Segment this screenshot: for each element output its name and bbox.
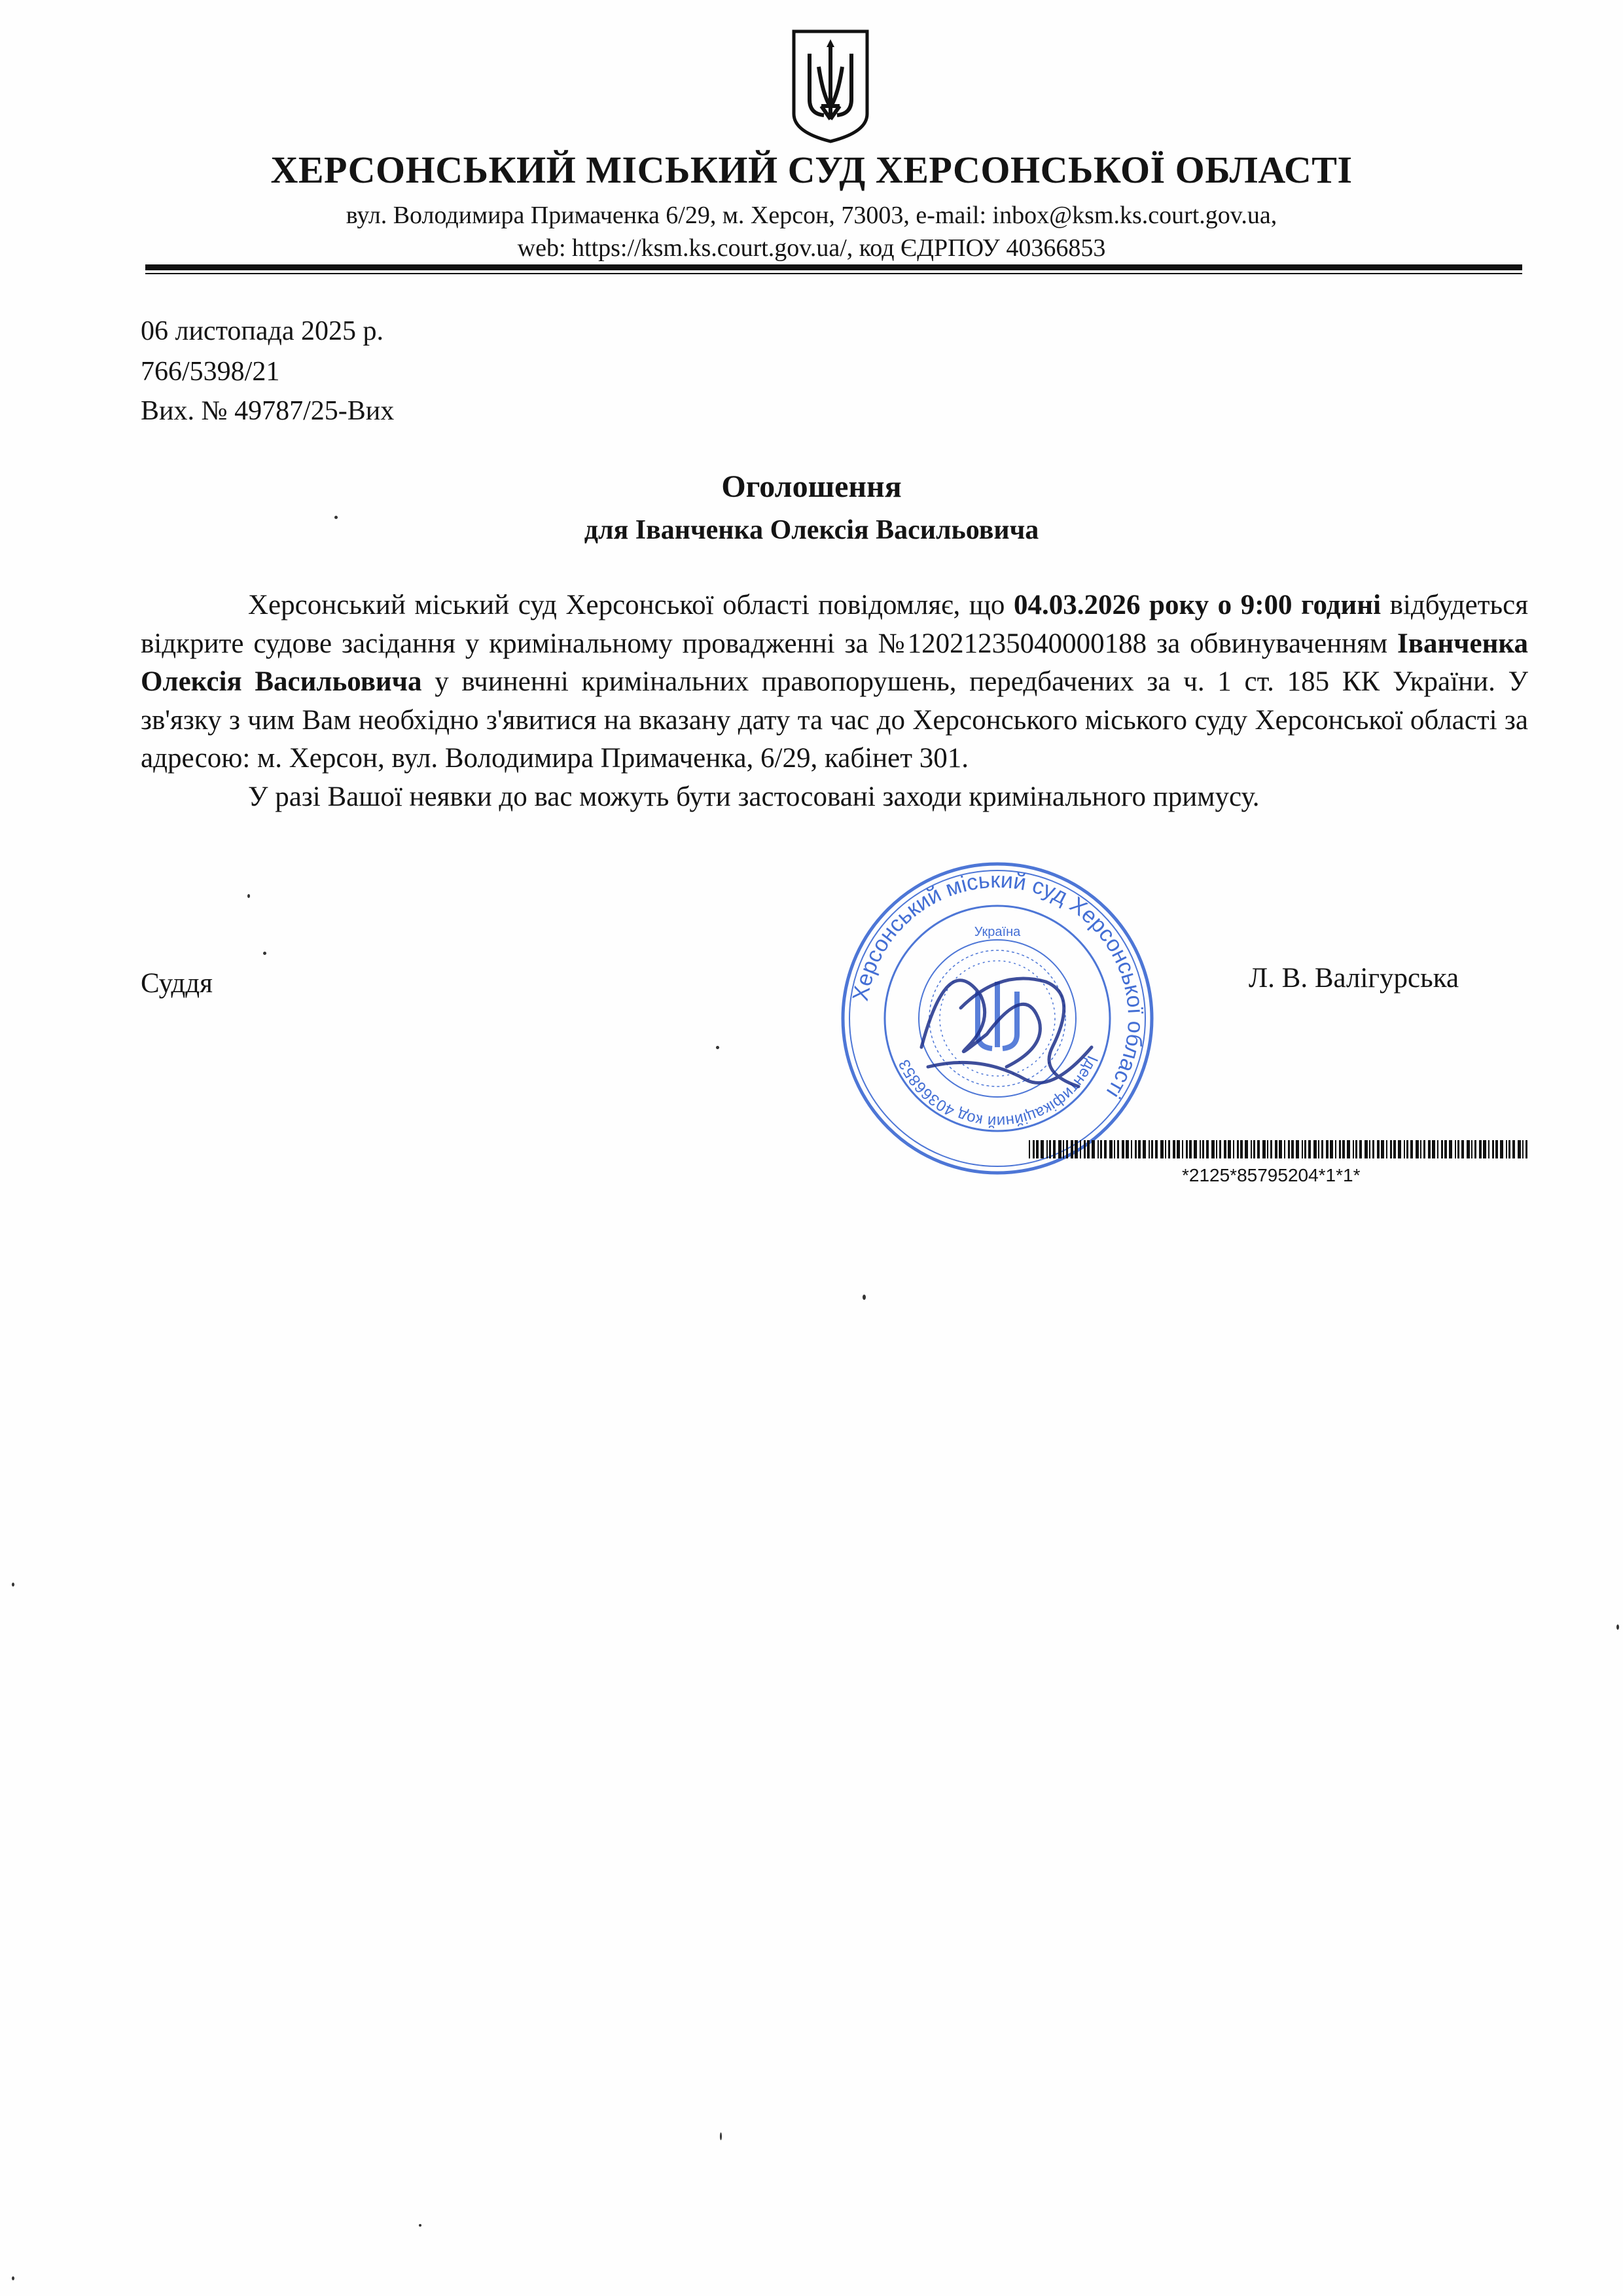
- barcode-bar: [1251, 1140, 1252, 1158]
- barcode-bar: [1151, 1140, 1153, 1158]
- barcode-bar: [1359, 1140, 1362, 1158]
- barcode-bar: [1206, 1140, 1209, 1158]
- barcode-bar: [1177, 1140, 1180, 1158]
- barcode-bar: [1449, 1140, 1452, 1158]
- barcode-bar: [1441, 1140, 1443, 1158]
- barcode-bar: [1386, 1140, 1387, 1158]
- barcode-bar: [1257, 1140, 1260, 1158]
- barcode-bar: [1372, 1140, 1374, 1158]
- barcode-bar: [1355, 1140, 1357, 1158]
- barcode-bar: [1288, 1140, 1290, 1158]
- barcode-bar: [1428, 1140, 1431, 1158]
- barcode-bar: [1053, 1140, 1056, 1158]
- barcode-bar: [1216, 1140, 1217, 1158]
- announcement-recipient: для Іванченка Олексія Васильовича: [584, 515, 1039, 545]
- stamp-country: Україна: [974, 925, 1021, 939]
- barcode-bar: [1321, 1140, 1323, 1158]
- barcode-bar: [1416, 1140, 1419, 1158]
- scan-speck: [716, 1046, 719, 1049]
- scan-speck: [334, 516, 338, 519]
- defendant-name: Іванченка Олексія Васильовича: [141, 628, 1528, 698]
- barcode-bar: [1228, 1140, 1231, 1158]
- barcode-bar: [1291, 1140, 1294, 1158]
- barcode-bar: [1381, 1140, 1384, 1158]
- court-address: вул. Володимира Примаченка 6/29, м. Херсон, 73003, e-mail: inbox@ksm.ks.court.gov.ua,: [346, 202, 1277, 229]
- scan-speck: [263, 952, 266, 955]
- barcode-bar: [1479, 1140, 1482, 1158]
- barcode-bar: [1087, 1140, 1090, 1158]
- case-number: 766/5398/21: [141, 357, 280, 387]
- barcode-bar: [1041, 1140, 1044, 1158]
- scan-speck: [247, 894, 250, 898]
- barcode-bar: [1318, 1140, 1319, 1158]
- barcode-bar: [1420, 1140, 1421, 1158]
- barcode-bar: [1369, 1140, 1370, 1158]
- barcode-bar: [1109, 1140, 1113, 1158]
- p1-text-a: Херсонський міський суд Херсонської області повідомляє, що: [248, 590, 1014, 620]
- barcode-bar: [1506, 1140, 1507, 1158]
- court-web: web: https://ksm.ks.court.gov.ua/, код ЄДРПОУ 40366853: [517, 234, 1106, 262]
- barcode-bar: [1160, 1140, 1164, 1158]
- barcode-bar: [1492, 1140, 1494, 1158]
- barcode-bar: [1168, 1140, 1170, 1158]
- court-stamp: [830, 851, 1165, 1186]
- barcode-bar: [1302, 1140, 1303, 1158]
- barcode-bar: [1058, 1140, 1061, 1158]
- svg-text:Ідентифікаційний код 40366853: [895, 1053, 1101, 1130]
- barcode-bar: [1245, 1140, 1248, 1158]
- trident-icon: [790, 27, 871, 144]
- barcode-bar: [1097, 1140, 1099, 1158]
- barcode-bar: [1410, 1140, 1413, 1158]
- barcode-bar: [1270, 1140, 1272, 1158]
- announcement-body: [141, 586, 1528, 817]
- barcode-bar: [1330, 1140, 1333, 1158]
- stamp-outer-text: Херсонський міський суд Херсонської області: [847, 867, 1149, 1103]
- barcode-bar: [1122, 1140, 1124, 1158]
- barcode-bar: [1155, 1140, 1158, 1158]
- barcode-bar: [1284, 1140, 1285, 1158]
- scan-speck: [1616, 1624, 1619, 1630]
- barcode-bar: [1377, 1140, 1380, 1158]
- barcode-bar: [1275, 1140, 1277, 1158]
- barcode-bar: [1219, 1140, 1221, 1158]
- barcode-bar: [1194, 1140, 1197, 1158]
- scan-speck: [419, 2224, 421, 2227]
- barcode-bar: [1114, 1140, 1115, 1158]
- barcode-bar: [1084, 1140, 1086, 1158]
- barcode-bar: [1189, 1140, 1192, 1158]
- announcement-title: Оголошення: [721, 469, 902, 504]
- barcode-bar: [1131, 1140, 1132, 1158]
- header-rule: [145, 264, 1522, 270]
- barcode-bar: [1508, 1140, 1510, 1158]
- barcode-bar: [1467, 1140, 1470, 1158]
- barcode-bar: [1353, 1140, 1354, 1158]
- barcode-bar: [1423, 1140, 1425, 1158]
- barcode-bar: [1525, 1140, 1527, 1158]
- barcode-bar: [1461, 1140, 1464, 1158]
- barcode-bar: [1149, 1140, 1150, 1158]
- barcode-bar: [1071, 1140, 1073, 1158]
- barcode-bar: [1240, 1140, 1243, 1158]
- barcode-bar: [1455, 1140, 1456, 1158]
- barcode-bar: [1202, 1140, 1204, 1158]
- barcode-bar: [1066, 1140, 1068, 1158]
- barcode-bar: [1143, 1140, 1146, 1158]
- barcode-text: *2125*85795204*1*1*: [1182, 1165, 1361, 1185]
- barcode-bar: [1063, 1140, 1064, 1158]
- barcode-bar: [1104, 1140, 1107, 1158]
- barcode-bar: [1036, 1140, 1039, 1158]
- barcode-bar: [1313, 1140, 1317, 1158]
- barcode-bar: [1457, 1140, 1459, 1158]
- barcode-bar: [1135, 1140, 1137, 1158]
- barcode-bar: [1495, 1140, 1498, 1158]
- barcode-bar: [1398, 1140, 1401, 1158]
- barcode-bar: [1200, 1140, 1201, 1158]
- barcode-bar: [1483, 1140, 1486, 1158]
- barcode-bar: [1474, 1140, 1476, 1158]
- barcode-bar: [1080, 1140, 1081, 1158]
- barcode-bar: [1432, 1140, 1435, 1158]
- barcode-bar: [1471, 1140, 1472, 1158]
- barcode-bar: [1029, 1140, 1030, 1158]
- barcode-bar: [1326, 1140, 1329, 1158]
- p1-text-b: відбудеться відкрите судове засідання у кримінальному провадженні за №12021235040000188 за обвинуваченням: [141, 590, 1528, 659]
- barcode-bar: [1075, 1140, 1078, 1158]
- barcode-bar: [1393, 1140, 1396, 1158]
- scan-speck: [12, 2276, 14, 2280]
- court-name: ХЕРСОНСЬКИЙ МІСЬКИЙ СУД ХЕРСОНСЬКОЇ ОБЛАСТІ: [270, 149, 1353, 191]
- barcode-bar: [1117, 1140, 1119, 1158]
- scan-speck: [720, 2132, 722, 2140]
- barcode-bar: [1092, 1140, 1095, 1158]
- document-date: 06 листопада 2025 р.: [141, 316, 384, 346]
- barcode-bar: [1033, 1140, 1035, 1158]
- barcode-bar: [1518, 1140, 1521, 1158]
- p1-text-c: у вчиненні кримінальних правопорушень, передбачених за ч. 1 ст. 185 КК України. У зв'язку з чим Вам необхідно з'явитися на вказану дату та час до Херсонського міського суду Херсонської області за адресою: м. Херсон, вул. Володимира Примаченка, 6/29, кабінет 301.: [141, 666, 1528, 774]
- barcode-bar: [1267, 1140, 1268, 1158]
- barcode: [1029, 1140, 1530, 1158]
- stamp-inner-text: Ідентифікаційний код 40366853: [895, 1052, 1101, 1131]
- barcode-bar: [1165, 1140, 1166, 1158]
- barcode-bar: [1488, 1140, 1489, 1158]
- barcode-bar: [1296, 1140, 1299, 1158]
- barcode-bar: [1364, 1140, 1368, 1158]
- announcement-paragraph-1: [141, 586, 1528, 778]
- outgoing-number: Вих. № 49787/25-Вих: [141, 396, 395, 426]
- barcode-bar: [1444, 1140, 1447, 1158]
- signature-role: Суддя: [141, 968, 213, 999]
- barcode-bar: [1100, 1140, 1102, 1158]
- barcode-bar: [1182, 1140, 1183, 1158]
- barcode-bar: [1404, 1140, 1405, 1158]
- signature-name: Л. В. Валігурська: [1249, 963, 1459, 994]
- announcement-paragraph-2: У разі Вашої неявки до вас можуть бути застосовані заходи кримінального примусу.: [248, 781, 1260, 812]
- barcode-bar: [1046, 1140, 1048, 1158]
- barcode-bar: [1335, 1140, 1336, 1158]
- barcode-bar: [1406, 1140, 1408, 1158]
- barcode-bar: [1522, 1140, 1524, 1158]
- barcode-bar: [1308, 1140, 1311, 1158]
- scan-speck: [12, 1583, 14, 1587]
- barcode-bar: [1347, 1140, 1350, 1158]
- barcode-bar: [1237, 1140, 1239, 1158]
- barcode-bar: [1262, 1140, 1266, 1158]
- barcode-bar: [1049, 1140, 1051, 1158]
- barcode-bar: [1253, 1140, 1255, 1158]
- barcode-bar: [1173, 1140, 1175, 1158]
- barcode-bar: [1339, 1140, 1341, 1158]
- barcode-bar: [1224, 1140, 1226, 1158]
- barcode-bar: [1437, 1140, 1438, 1158]
- barcode-bar: [1304, 1140, 1306, 1158]
- barcode-bar: [1126, 1140, 1129, 1158]
- barcode-bar: [1500, 1140, 1503, 1158]
- barcode-bar: [1390, 1140, 1392, 1158]
- barcode-bar: [1211, 1140, 1215, 1158]
- header-rule-thin: [145, 273, 1522, 274]
- hearing-datetime: 04.03.2026 року о 9:00 годині: [1013, 590, 1382, 620]
- barcode-bar: [1186, 1140, 1188, 1158]
- barcode-bar: [1233, 1140, 1234, 1158]
- barcode-bar: [1138, 1140, 1141, 1158]
- barcode-bar: [1512, 1140, 1515, 1158]
- scan-speck: [863, 1295, 866, 1300]
- barcode-bar: [1279, 1140, 1282, 1158]
- barcode-bar: [1342, 1140, 1345, 1158]
